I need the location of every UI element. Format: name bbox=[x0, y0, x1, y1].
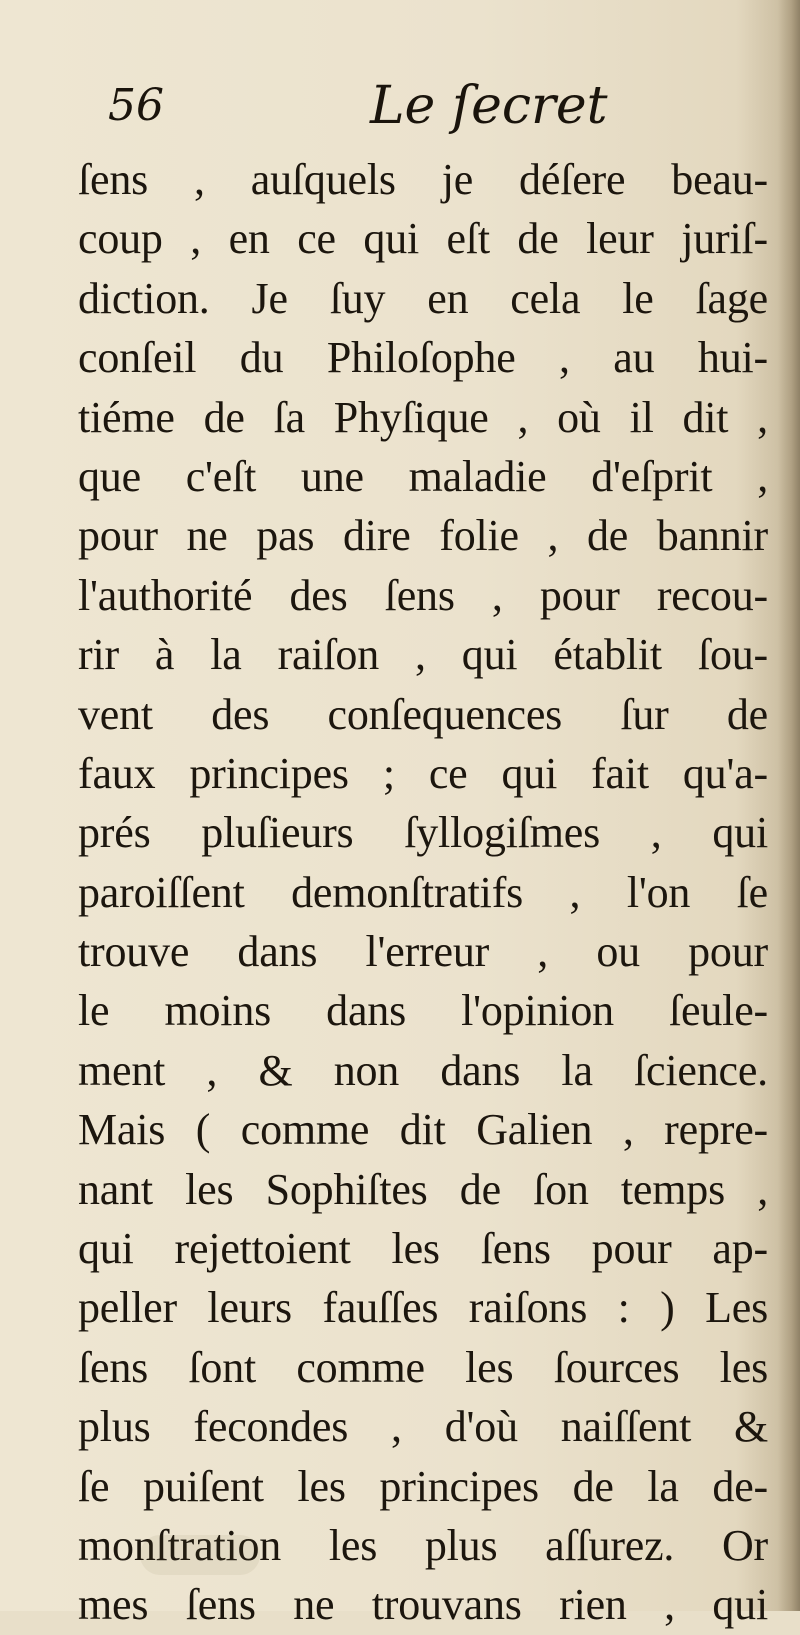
running-title: Le ſecret bbox=[370, 76, 608, 136]
text-line: coup , en ce qui eſt de leur juriſ- bbox=[78, 214, 768, 264]
text-line: plus fecondes , d'où naiſſent & bbox=[78, 1402, 768, 1452]
text-line: ſe puiſent les principes de la de- bbox=[78, 1461, 768, 1511]
text-line: prés pluſieurs ſyllogiſmes , qui bbox=[78, 808, 768, 858]
text-line: paroiſſent demonſtratifs , l'on ſe bbox=[78, 867, 768, 917]
text-line: nant les Sophiſtes de ſon temps , bbox=[78, 1164, 768, 1214]
text-line: faux principes ; ce qui fait qu'a- bbox=[78, 748, 768, 798]
text-line: ſens ſont comme les ſources les bbox=[78, 1342, 768, 1392]
text-line: peller leurs fauſſes raiſons : ) Les bbox=[78, 1283, 768, 1333]
text-line: qui rejettoient les ſens pour ap- bbox=[78, 1224, 768, 1274]
text-line: tiéme de ſa Phyſique , où il dit , bbox=[78, 392, 768, 442]
text-line: que c'eſt une maladie d'eſprit , bbox=[78, 451, 768, 501]
text-line: diction. Je ſuy en cela le ſage bbox=[78, 273, 768, 323]
text-line: rir à la raiſon , qui établit ſou- bbox=[78, 630, 768, 680]
body-text bbox=[78, 150, 768, 1635]
page-number: 56 bbox=[108, 80, 164, 131]
text-line: conſeil du Philoſophe , au hui- bbox=[78, 333, 768, 383]
text-line: trouve dans l'erreur , ou pour bbox=[78, 927, 768, 977]
text-line: monſtration les plus aſſurez. Or bbox=[78, 1520, 768, 1570]
text-line: vent des conſequences ſur de bbox=[78, 689, 768, 739]
text-line: pour ne pas dire folie , de bannir bbox=[78, 511, 768, 561]
text-line: ment , & non dans la ſcience. bbox=[78, 1045, 768, 1095]
text-line: l'authorité des ſens , pour recou- bbox=[78, 570, 768, 620]
page-edge-shadow bbox=[778, 0, 800, 1611]
text-line: mes ſens ne trouvans rien , qui bbox=[78, 1580, 768, 1630]
text-line: Mais ( comme dit Galien , repre- bbox=[78, 1105, 768, 1155]
text-line: le moins dans l'opinion ſeule- bbox=[78, 986, 768, 1036]
paper-smudge bbox=[140, 1535, 260, 1575]
text-line: ſens , auſquels je déſere beau- bbox=[78, 155, 768, 204]
running-head bbox=[0, 62, 800, 152]
